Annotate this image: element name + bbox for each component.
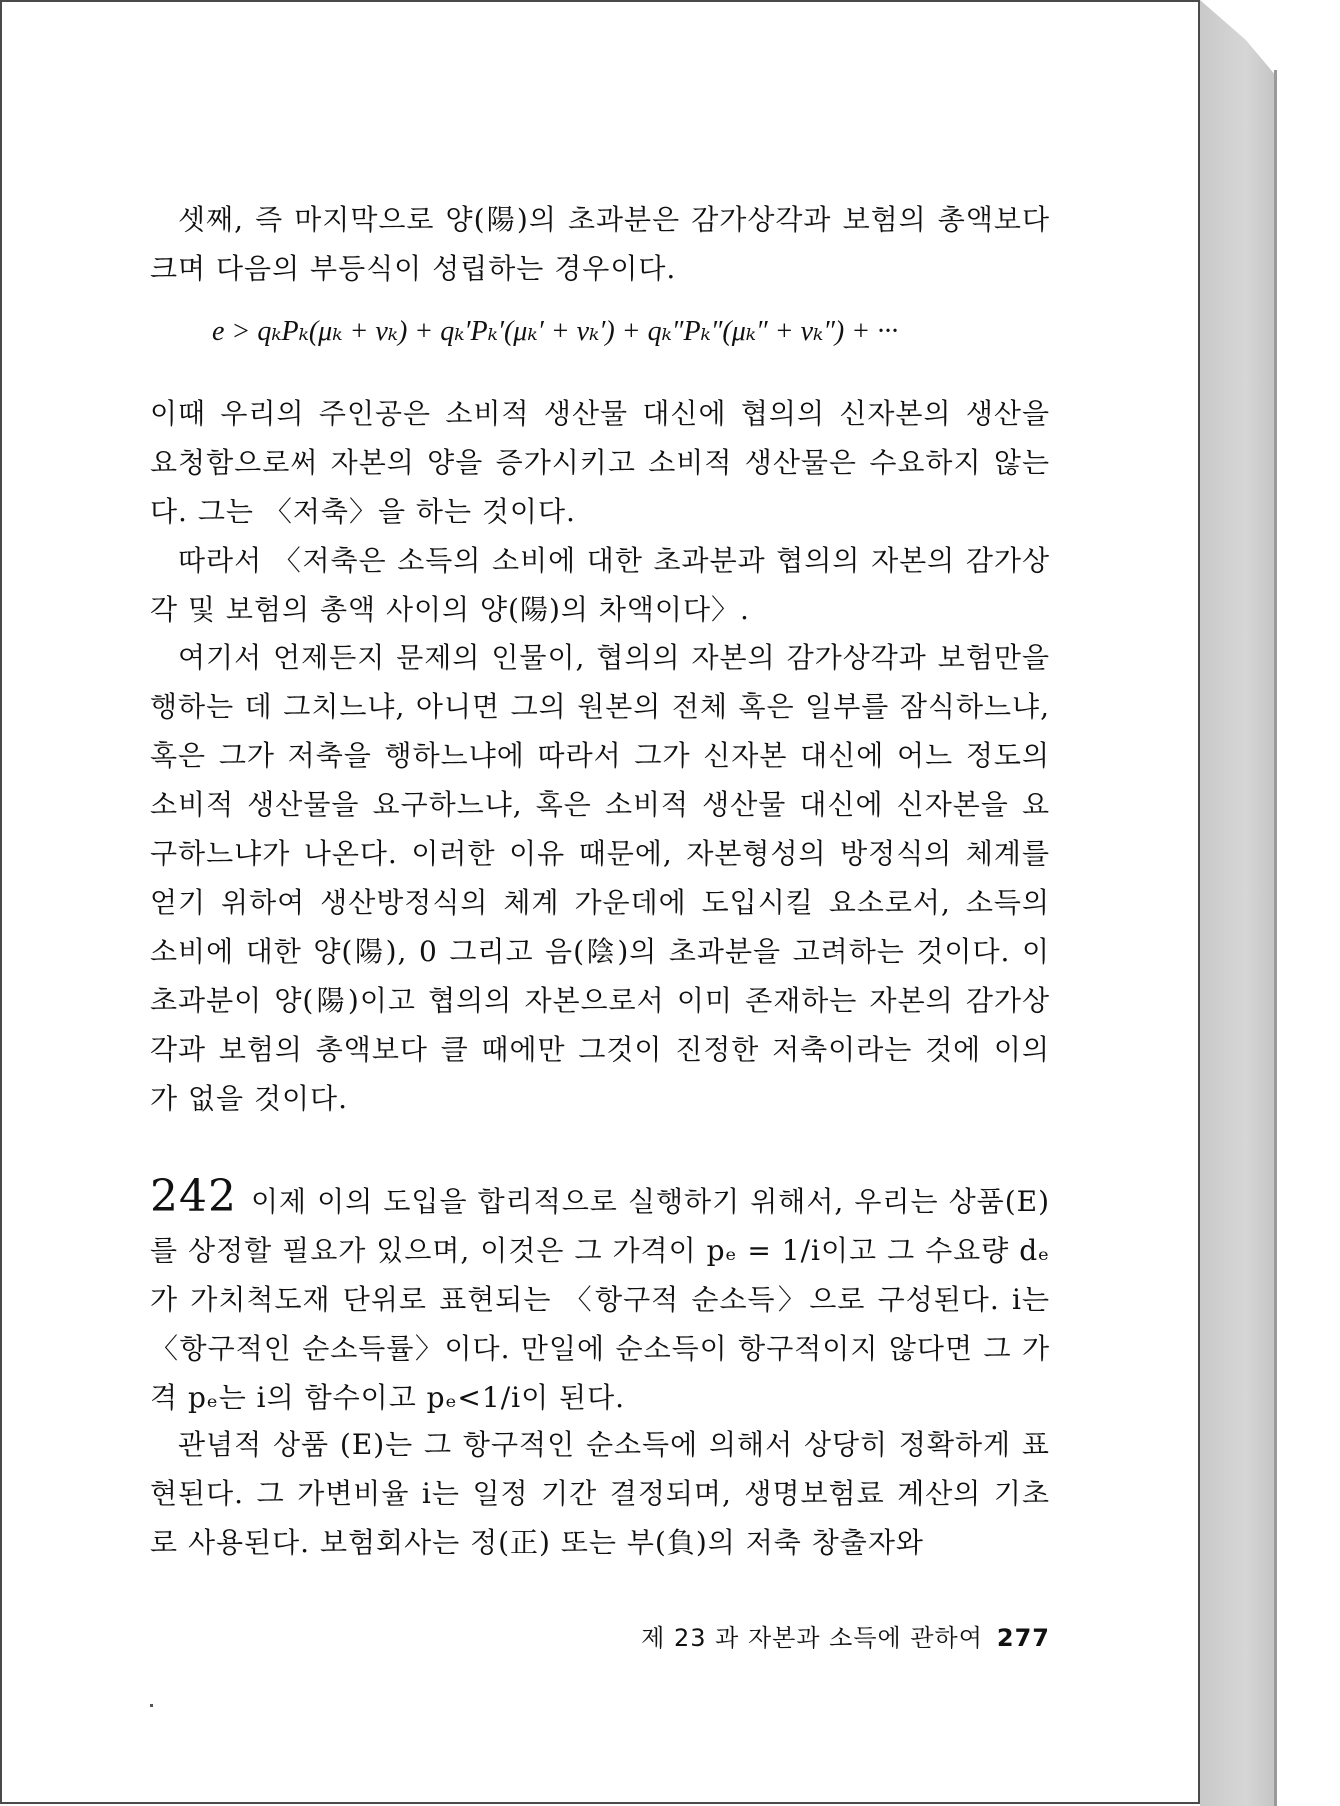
paragraph-1 (150, 195, 1050, 293)
page-stack-edge (1200, 0, 1276, 1806)
section-body: 이제 이의 도입을 합리적으로 실행하기 위해서, 우리는 상품(E)를 상정할 필요가 있으며, 이것은 그 가격이 pₑ = 1/i이고 그 수요량 dₑ가 가치척도재 단위로 표현되는 〈항구적 순소득〉으로 구성된다. i는 〈항구적인 순소득률〉이다. 만일에 순소득이 항구적이지 않다면 그 가격 pₑ는 i의 함수이고 pₑ<1/i이 된다. (150, 1185, 1050, 1414)
paragraph-6-text: 관념적 상품 (E)는 그 항구적인 순소득에 의해서 상당히 정확하게 표현된다. 그 가변비율 i는 일정 기간 결정되며, 생명보험료 계산의 기초로 사용된다. 보험회사는 정(正) 또는 부(負)의 저축 창출자와 (150, 1428, 1050, 1559)
section-number: 242 (150, 1171, 237, 1222)
paragraph-6 (150, 1420, 1050, 1567)
section-242 (150, 1172, 1050, 1422)
paragraph-2-text: 이때 우리의 주인공은 소비적 생산물 대신에 협의의 신자본의 생산을 요청함으로써 자본의 양을 증가시키고 소비적 생산물은 수요하지 않는다. 그는 〈저축〉을 하는 것이다. (150, 397, 1050, 528)
paragraph-1-text: 셋째, 즉 마지막으로 양(陽)의 초과분은 감가상각과 보험의 총액보다 크며 다음의 부등식이 성립하는 경우이다. (150, 203, 1050, 285)
page-number: 277 (996, 1624, 1050, 1652)
paragraph-4 (150, 633, 1050, 1123)
paragraph-3-text: 따라서 〈저축은 소득의 소비에 대한 초과분과 협의의 자본의 감가상각 및 보험의 총액 사이의 양(陽)의 차액이다〉. (150, 544, 1050, 626)
page-footer (602, 1618, 1050, 1653)
chapter-title: 제 23 과 자본과 소득에 관하여 (641, 1624, 983, 1652)
scan-speck (150, 1704, 153, 1707)
section-242-text (150, 1172, 1050, 1422)
paragraph-4-text: 여기서 언제든지 문제의 인물이, 협의의 자본의 감가상각과 보험만을 행하는 데 그치느냐, 아니면 그의 원본의 전체 혹은 일부를 잠식하느냐, 혹은 그가 저축을 행하느냐에 따라서 그가 신자본 대신에 어느 정도의 소비적 생산물을 요구하느냐, 혹은 소비적 생산물 대신에 신자본을 요구하느냐가 나온다. 이러한 이유 때문에, 자본형성의 방정식의 체계를 얻기 위하여 생산방정식의 체계 가운데에 도입시킬 요소로서, 소득의 소비에 대한 양(陽), 0 그리고 음(陰)의 초과분을 고려하는 것이다. 이 초과분이 양(陽)이고 협의의 자본으로서 이미 존재하는 자본의 감가상각과 보험의 총액보다 클 때에만 그것이 진정한 저축이라는 것에 이의가 없을 것이다. (150, 641, 1050, 1115)
inequality-formula: e > qₖPₖ(μₖ + νₖ) + qₖ′Pₖ′(μₖ′ + νₖ′) + qₖ″Pₖ″(μₖ″ + νₖ″) + ··· (212, 316, 899, 347)
paragraph-3 (150, 536, 1050, 634)
page-stack-line (1274, 70, 1277, 1806)
paragraph-2 (150, 389, 1050, 536)
